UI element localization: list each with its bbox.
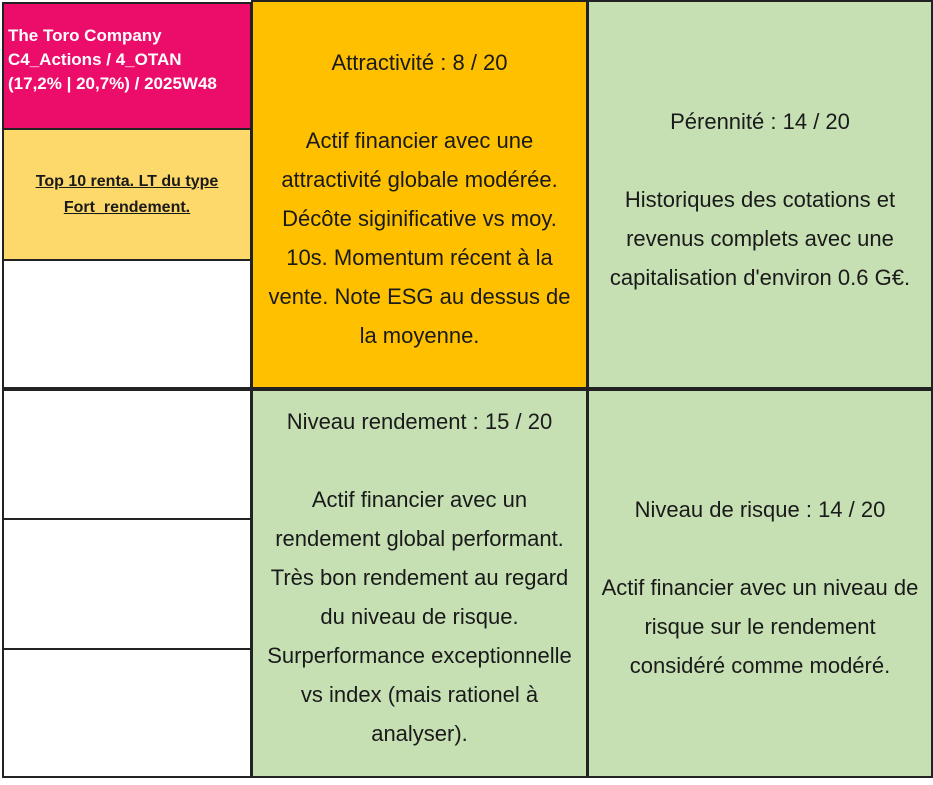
text-line: revenus complets avec une [626, 226, 894, 251]
text-line: considéré comme modéré. [629, 653, 891, 678]
text-line: Très bon rendement au regard [270, 565, 569, 590]
empty-cell [2, 518, 252, 650]
rendement-text [253, 480, 586, 753]
ranking-label [36, 169, 219, 221]
perennite-text [589, 180, 931, 297]
empty-cell [2, 389, 252, 520]
attractivite-text [253, 121, 586, 355]
text-line: rendement global performant. [275, 526, 564, 551]
risque-text [589, 568, 931, 685]
text-line: Historiques des cotations et [624, 187, 896, 212]
attractivite-cell [251, 0, 588, 389]
risque-cell [587, 389, 933, 778]
text-line: vs index (mais rationel à [300, 682, 539, 707]
text-line: vente. Note ESG au dessus de [268, 284, 571, 309]
text-line: Décôte siginificative vs moy. [282, 206, 557, 231]
ranking-cell [2, 128, 252, 261]
text-line: risque sur le rendement [644, 614, 876, 639]
text-line: Actif financier avec un [311, 487, 528, 512]
attractivite-title: Attractivité : 8 / 20 [331, 50, 508, 75]
risque-title: Niveau de risque : 14 / 20 [634, 497, 886, 522]
text-line: attractivité globale modérée. [281, 167, 558, 192]
rendement-title: Niveau rendement : 15 / 20 [286, 409, 553, 434]
perennite-cell [587, 0, 933, 389]
text-line: du niveau de risque. [320, 604, 519, 629]
ranking-line-2: Fort_rendement. [63, 198, 191, 216]
stats-label: (17,2% | 20,7%) / 2025W48 [8, 74, 217, 93]
empty-cell [2, 648, 252, 778]
text-line: Actif financier avec une [305, 128, 534, 153]
text-line: analyser). [371, 721, 468, 746]
text-line: Actif financier avec un niveau de [601, 575, 919, 600]
company-name: The Toro Company [8, 26, 162, 45]
ranking-line-1: Top 10 renta. LT du type [35, 172, 219, 190]
text-line: 10s. Momentum récent à la [286, 245, 553, 270]
rendement-cell [251, 389, 588, 778]
text-line: la moyenne. [359, 323, 480, 348]
perennite-title: Pérennité : 14 / 20 [670, 109, 850, 134]
text-line: capitalisation d'environ 0.6 G€. [609, 265, 911, 290]
category-label: C4_Actions / 4_OTAN [8, 50, 182, 69]
text-line: Surperformance exceptionnelle [267, 643, 572, 668]
identity-cell [2, 2, 252, 130]
empty-cell [2, 259, 252, 389]
